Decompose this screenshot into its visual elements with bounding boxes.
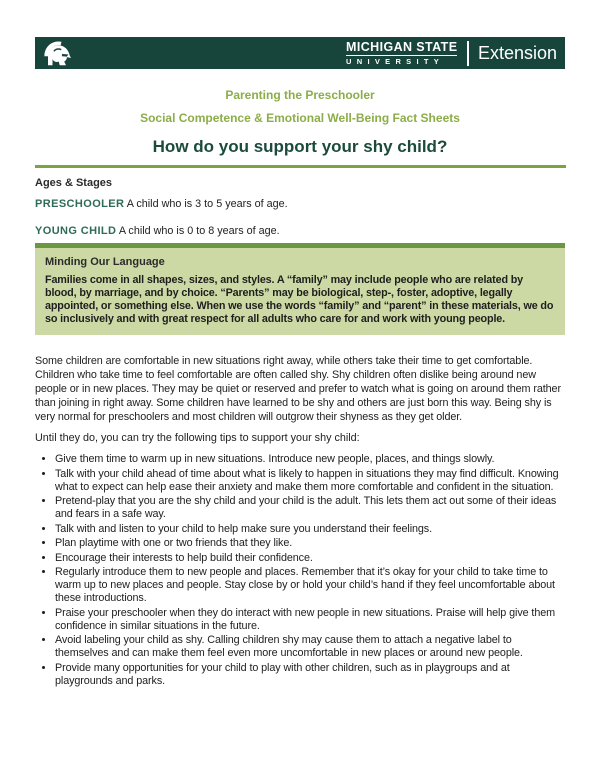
tip-item: • Praise your preschooler when they do interact with new people in new situations. Praise will help give them confidence in similar situations in the future. bbox=[55, 607, 565, 633]
tip-item: • Provide many opportunities for your child to play with other children, such as in playgroups and at playgrounds and parks. bbox=[55, 662, 565, 688]
age-definition-text: A child who is 0 to 8 years of age. bbox=[118, 224, 280, 237]
msu-wordmark bbox=[346, 41, 457, 65]
title-rule bbox=[35, 165, 566, 168]
msu-spartan-helmet-icon bbox=[42, 40, 72, 67]
tip-item: • Avoid labeling your child as shy. Calling children shy may cause them to attach a negative label to themselves and can make them feel even more uncomfortable in new places or around new people. bbox=[55, 634, 565, 660]
age-term-young-child: YOUNG CHILD bbox=[35, 224, 117, 237]
tip-item: • Talk with and listen to your child to help make sure you understand their feelings. bbox=[55, 523, 565, 536]
minding-our-language-heading: Minding Our Language bbox=[45, 256, 165, 268]
page-title: How do you support your shy child? bbox=[152, 137, 448, 156]
wordmark-michigan-state: MICHIGAN STATE bbox=[346, 40, 458, 54]
header-wordmark-group bbox=[346, 41, 557, 66]
age-term-preschooler: PRESCHOOLER bbox=[35, 198, 125, 210]
tips-lead-paragraph: Until they do, you can try the following tips to support your shy child: bbox=[35, 432, 360, 444]
msu-extension-header bbox=[35, 37, 565, 69]
age-definition-preschooler bbox=[35, 198, 565, 212]
tip-item: • Give them time to warm up in new situations. Introduce new people, places, and things slowly. bbox=[55, 453, 565, 466]
subseries-title: Social Competence & Emotional Well-Being Fact Sheets bbox=[140, 111, 460, 125]
header-divider bbox=[467, 41, 469, 66]
intro-paragraph: Some children are comfortable in new situations right away, while others take their time to get comfortable. Children who take time to feel comfortable are often called shy. Shy children often dislike being around new people or in new places. They may be quiet or reserved and prefer to watch what is going on around them rather than joining in right away. Some children have learned to be shy and others are just born this way. Being shy is very normal for preschoolers and most children will outgrow their shyness as they get older. bbox=[35, 355, 561, 423]
extension-label: Extension bbox=[477, 43, 557, 63]
ages-and-stages-heading: Ages & Stages bbox=[35, 177, 113, 189]
tip-item: • Plan playtime with one or two friends that they like. bbox=[55, 537, 565, 550]
series-title: Parenting the Preschooler bbox=[225, 88, 375, 102]
age-definition-text: A child who is 3 to 5 years of age. bbox=[126, 198, 288, 210]
main-content bbox=[35, 354, 565, 689]
tip-item: • Regularly introduce them to new people and places. Remember that it’s okay for your child to take time to warm up to new places and people. Stay close by or hold your child’s hand if they feel uncomfortable about these introductions. bbox=[55, 566, 565, 605]
ages-and-stages-section bbox=[35, 177, 565, 239]
minding-our-language-callout bbox=[35, 243, 565, 335]
tip-item: • Talk with your child ahead of time about what is likely to happen in situations they may find difficult. Knowing what to expect can help ease their anxiety and make them more comfortable and confident in the situation. bbox=[55, 468, 565, 494]
minding-our-language-body: Families come in all shapes, sizes, and styles. A “family” may include people who are related by blood, by marriage, and by choice. “Parents” may be biological, step-, foster, adoptive, legally appointed, or something else. When we use the words “family” and “parent” in these materials, we do so inclusively and with great respect for all adults who care for and work with young people. bbox=[45, 274, 554, 325]
wordmark-university: UNIVERSITY bbox=[346, 56, 445, 66]
tip-item: • Pretend-play that you are the shy child and your child is the adult. This lets them act out some of their ideas and fears in a safe way. bbox=[55, 495, 565, 521]
age-definition-young-child bbox=[35, 225, 565, 239]
tips-list bbox=[35, 453, 565, 688]
tip-item: • Encourage their interests to help build their confidence. bbox=[55, 552, 565, 565]
